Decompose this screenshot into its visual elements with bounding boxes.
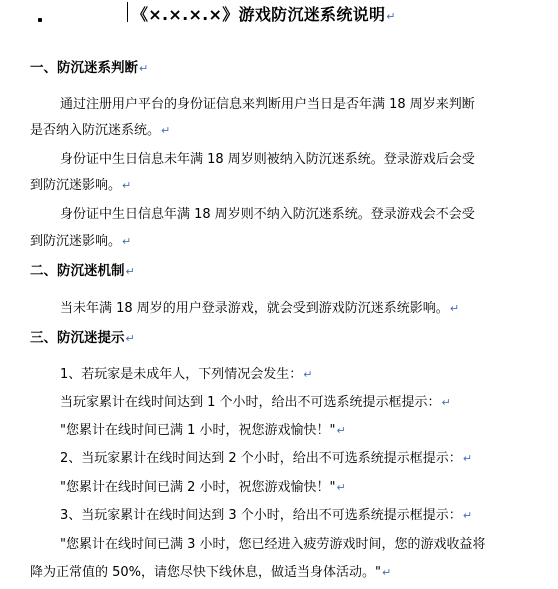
paragraph-line <box>30 231 131 253</box>
line-text: 身份证中生日信息未年满 18 周岁则被纳入防沉迷系统。登录游戏后会受 <box>60 152 475 167</box>
line-text: 到防沉迷影响。 <box>30 234 122 249</box>
return-mark-icon: ↵ <box>122 179 132 192</box>
return-mark-icon: ↵ <box>462 452 473 465</box>
return-mark-icon: ↵ <box>125 265 135 278</box>
section-heading <box>30 57 148 79</box>
section-heading <box>30 260 135 282</box>
paragraph-line <box>60 298 459 320</box>
line-text: "您累计在线时间已满 2 小时，祝您游戏愉快！" <box>60 480 336 495</box>
return-mark-icon: ↵ <box>139 62 149 75</box>
return-mark-icon: ↵ <box>462 509 473 522</box>
return-mark-icon: ↵ <box>382 566 392 579</box>
return-mark-icon: ↵ <box>449 302 460 315</box>
return-mark-icon: ↵ <box>303 368 313 381</box>
line-text: 降为正常值的 50%，请您尽快下线休息，做适当身体活动。" <box>30 565 382 580</box>
text-cursor <box>127 2 128 22</box>
paragraph-line <box>60 94 475 116</box>
return-mark-icon: ↵ <box>386 10 396 23</box>
line-text: "您累计在线时间已满 1 小时，祝您游戏愉快！" <box>60 423 336 438</box>
line-text: 到防沉迷影响。 <box>30 178 122 193</box>
heading-text: 三、防沉迷提示 <box>30 330 125 346</box>
paragraph-line <box>60 477 346 499</box>
paragraph-line <box>60 534 486 556</box>
line-text: 1、若玩家是未成年人，下列情况会发生： <box>60 367 303 382</box>
return-mark-icon: ↵ <box>336 481 346 494</box>
heading-text: 一、防沉迷系判断 <box>30 60 138 76</box>
paragraph-line <box>60 204 475 226</box>
paragraph-line <box>60 448 472 470</box>
return-mark-icon: ↵ <box>125 332 135 345</box>
line-text: 通过注册用户平台的身份证信息来判断用户当日是否年满 18 周岁来判断 <box>60 97 475 112</box>
paragraph-line <box>30 562 391 584</box>
line-text: 3、当玩家累计在线时间达到 3 个小时，给出不可选系统提示框提示： <box>60 508 462 523</box>
line-text: 是否纳入防沉迷系统。 <box>30 123 161 138</box>
bullet-dot <box>38 18 42 22</box>
paragraph-line <box>30 175 131 197</box>
section-heading <box>30 327 135 349</box>
return-mark-icon: ↵ <box>122 235 132 248</box>
line-text: 身份证中生日信息年满 18 周岁则不纳入防沉迷系统。登录游戏会不会受 <box>60 207 475 222</box>
paragraph-line <box>60 392 451 414</box>
line-text: 当未年满 18 周岁的用户登录游戏，就会受到游戏防沉迷系统影响。 <box>60 301 449 316</box>
return-mark-icon: ↵ <box>336 424 346 437</box>
return-mark-icon: ↵ <box>441 396 451 409</box>
paragraph-line <box>30 120 170 142</box>
return-mark-icon: ↵ <box>161 124 171 137</box>
line-text: 2、当玩家累计在线时间达到 2 个小时，给出不可选系统提示框提示： <box>60 451 462 466</box>
paragraph-line <box>60 364 313 386</box>
heading-text: 二、防沉迷机制 <box>30 263 125 279</box>
line-text: "您累计在线时间已满 3 小时，您已经进入疲劳游戏时间，您的游戏收益将 <box>60 537 486 552</box>
title-text: 《×.×.×.×》游戏防沉迷系统说明 <box>132 5 386 24</box>
paragraph-line <box>60 420 346 442</box>
paragraph-line <box>60 505 472 527</box>
line-text: 当玩家累计在线时间达到 1 个小时，给出不可选系统提示框提示： <box>60 395 441 410</box>
document-title <box>132 0 396 30</box>
paragraph-line <box>60 149 475 171</box>
